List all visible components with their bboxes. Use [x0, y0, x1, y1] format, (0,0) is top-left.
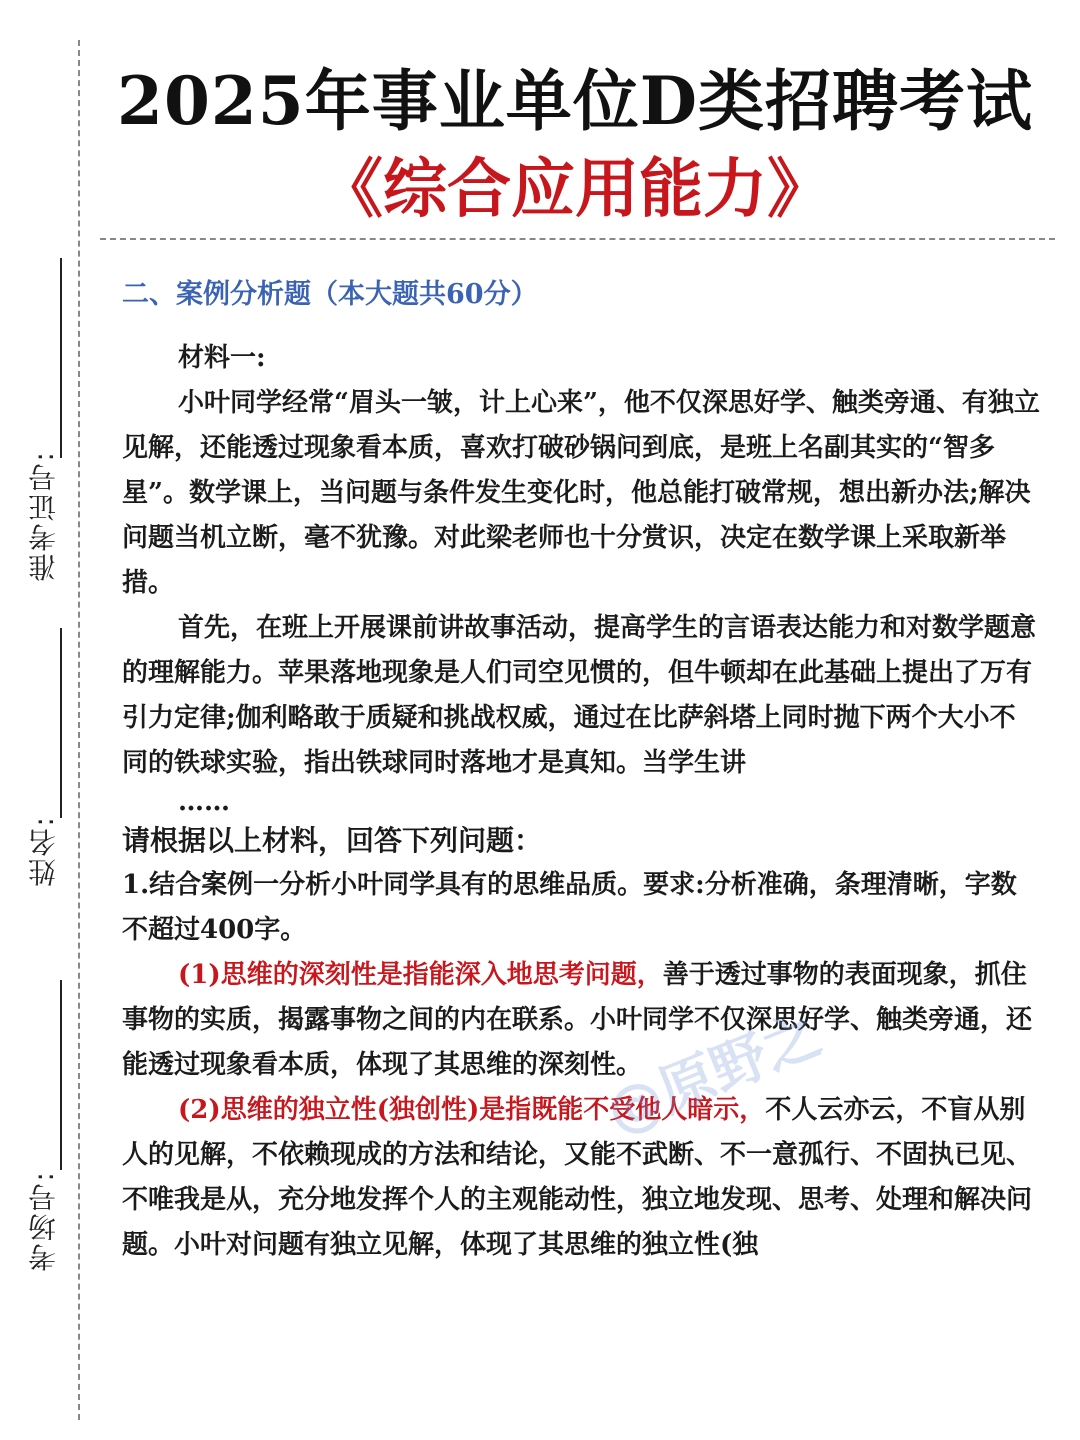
answer-1: [122, 953, 1040, 1088]
exam-room-label: 考场号:: [27, 1170, 60, 1272]
exam-room-field[interactable]: [60, 980, 62, 1170]
section-heading: 二、案例分析题（本大题共60分）: [122, 279, 538, 310]
material-paragraph-1: 小叶同学经常“眉头一皱，计上心来”，他不仅深思好学、触类旁通、有独立见解，还能透过现象看本质，喜欢打破砂锅问到底，是班上名副其实的“智多星”。数学课上，当问题与条件发生变化时，他总能打破常规，想出新办法;解决问题当机立断，毫不犹豫。对此梁老师也十分赏识，决定在数学课上采取新举措。: [122, 388, 1040, 598]
ticket-number-label: 准考证号:: [27, 450, 60, 582]
page-title: 2025年事业单位D类招聘考试: [117, 62, 1033, 140]
question-1: 1.结合案例一分析小叶同学具有的思维品质。要求:分析准确，条理清晰，字数不超过400字。: [122, 870, 1017, 945]
page-subtitle: 《综合应用能力》: [319, 152, 831, 227]
ticket-number-field[interactable]: [60, 258, 62, 458]
answer-2-body: 不人云亦云，不盲从别人的见解，不依赖现成的方法和结论，又能不武断、不一意孤行、不固执已见、不唯我是从，充分地发挥个人的主观能动性，独立地发现、思考、处理和解决问题。小叶对问题有独立见解，体现了其思维的独立性(独: [122, 1095, 1033, 1260]
watermark: @原野之: [597, 1002, 830, 1147]
name-label: 姓名:: [27, 815, 60, 887]
question-prompt: 请根据以上材料，回答下列问题：: [122, 824, 543, 857]
header-divider: [100, 238, 1055, 240]
material-label: 材料一:: [178, 343, 266, 373]
material-paragraph-2: 首先，在班上开展课前讲故事活动，提高学生的言语表达能力和对数学题意的理解能力。苹果落地现象是人们司空见惯的，但牛顿却在此基础上提出了万有引力定律;伽利略敢于质疑和挑战权威，通过在比萨斜塔上同时抛下两个大小不同的铁球实验，指出铁球同时落地才是真知。当学生讲: [122, 613, 1037, 778]
binding-cut-line: [78, 40, 80, 1420]
case-content: [122, 336, 1040, 1268]
answer-2: [122, 1088, 1040, 1268]
answer-1-lead: (1)思维的深刻性是指能深入地思考问题，: [178, 960, 663, 990]
material-ellipsis: ……: [178, 787, 230, 817]
answer-2-lead: (2)思维的独立性(独创性)是指既能不受他人暗示，: [178, 1095, 766, 1125]
name-field[interactable]: [60, 628, 62, 818]
answer-1-body: 善于透过事物的表面现象，抓住事物的实质，揭露事物之间的内在联系。小叶同学不仅深思好学、触类旁通，还能透过现象看本质，体现了其思维的深刻性。: [122, 960, 1033, 1080]
